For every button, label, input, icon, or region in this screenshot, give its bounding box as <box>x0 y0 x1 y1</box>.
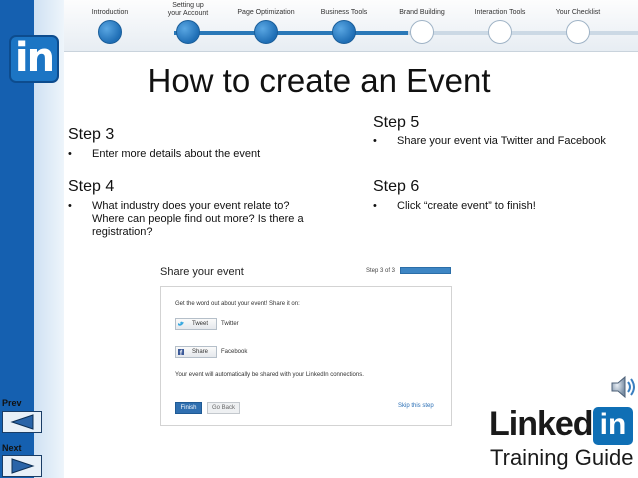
nav-label-introduction: Introduction <box>91 9 129 16</box>
brand-tagline: Training Guide <box>490 445 634 470</box>
bullet-icon: • <box>68 148 72 160</box>
step-4-heading: Step 4 <box>68 178 115 195</box>
nav-label-setting-up-account: Setting up your Account <box>167 2 209 17</box>
facebook-share-button[interactable] <box>175 346 217 358</box>
nav-step-page-optimization[interactable] <box>254 20 278 44</box>
bullet-icon: • <box>68 200 72 212</box>
next-label: Next <box>2 443 22 453</box>
step-4-text: What industry does your event relate to? Where can people find out more? Is there a registration? <box>92 200 304 238</box>
nav-label-interaction-tools: Interaction Tools <box>474 9 526 16</box>
share-event-title: Share your event <box>160 266 244 278</box>
nav-step-business-tools[interactable] <box>332 20 356 44</box>
nav-step-interaction-tools[interactable] <box>488 20 512 44</box>
share-button-label: Share <box>192 349 209 355</box>
nav-label-your-checklist: Your Checklist <box>555 9 601 16</box>
progress-track-fill <box>174 31 408 35</box>
finish-button[interactable]: Finish <box>175 402 202 414</box>
facebook-icon <box>178 349 184 355</box>
brand-in-badge: in <box>593 407 633 445</box>
tweet-button[interactable] <box>175 318 217 330</box>
progress-nav <box>64 0 638 52</box>
arrow-right-icon <box>3 456 41 476</box>
step-3-text: Enter more details about the event <box>92 148 261 160</box>
nav-label-brand-building: Brand Building <box>399 9 445 16</box>
step-5-heading: Step 5 <box>373 114 420 131</box>
step-6-text: Click “create event” to finish! <box>397 200 536 212</box>
bullet-icon: • <box>373 135 377 147</box>
nav-label-page-optimization: Page Optimization <box>237 9 295 16</box>
step-5-text: Share your event via Twitter and Facebook <box>397 135 606 147</box>
skip-step-link[interactable]: Skip this step <box>398 403 434 409</box>
next-button[interactable] <box>2 455 42 477</box>
arrow-left-icon <box>3 412 41 432</box>
nav-label-business-tools: Business Tools <box>320 9 368 16</box>
step-6-heading: Step 6 <box>373 178 420 195</box>
facebook-label: Facebook <box>221 349 248 355</box>
step-3-heading: Step 3 <box>68 126 115 143</box>
twitter-bird-icon <box>178 321 184 327</box>
linkedin-logo-icon: in <box>9 35 59 83</box>
slide-title: How to create an Event <box>147 62 491 99</box>
prev-label: Prev <box>2 398 22 408</box>
nav-step-setting-up-account[interactable] <box>176 20 200 44</box>
share-intro-text: Get the word out about your event! Share it on: <box>175 301 300 307</box>
nav-step-your-checklist[interactable] <box>566 20 590 44</box>
prev-button[interactable] <box>2 411 42 433</box>
go-back-button[interactable]: Go Back <box>207 402 240 414</box>
twitter-label: Twitter <box>221 321 239 327</box>
bullet-icon: • <box>373 200 377 212</box>
nav-step-introduction[interactable] <box>98 20 122 44</box>
speaker-icon[interactable] <box>608 372 638 402</box>
share-step-indicator: Step 3 of 3 <box>366 268 396 274</box>
tweet-button-label: Tweet <box>192 321 209 327</box>
auto-share-note: Your event will automatically be shared with your LinkedIn connections. <box>175 372 364 378</box>
nav-step-brand-building[interactable] <box>410 20 434 44</box>
share-progress-bar <box>400 267 451 274</box>
brand-linked-text: Linked <box>489 405 593 443</box>
